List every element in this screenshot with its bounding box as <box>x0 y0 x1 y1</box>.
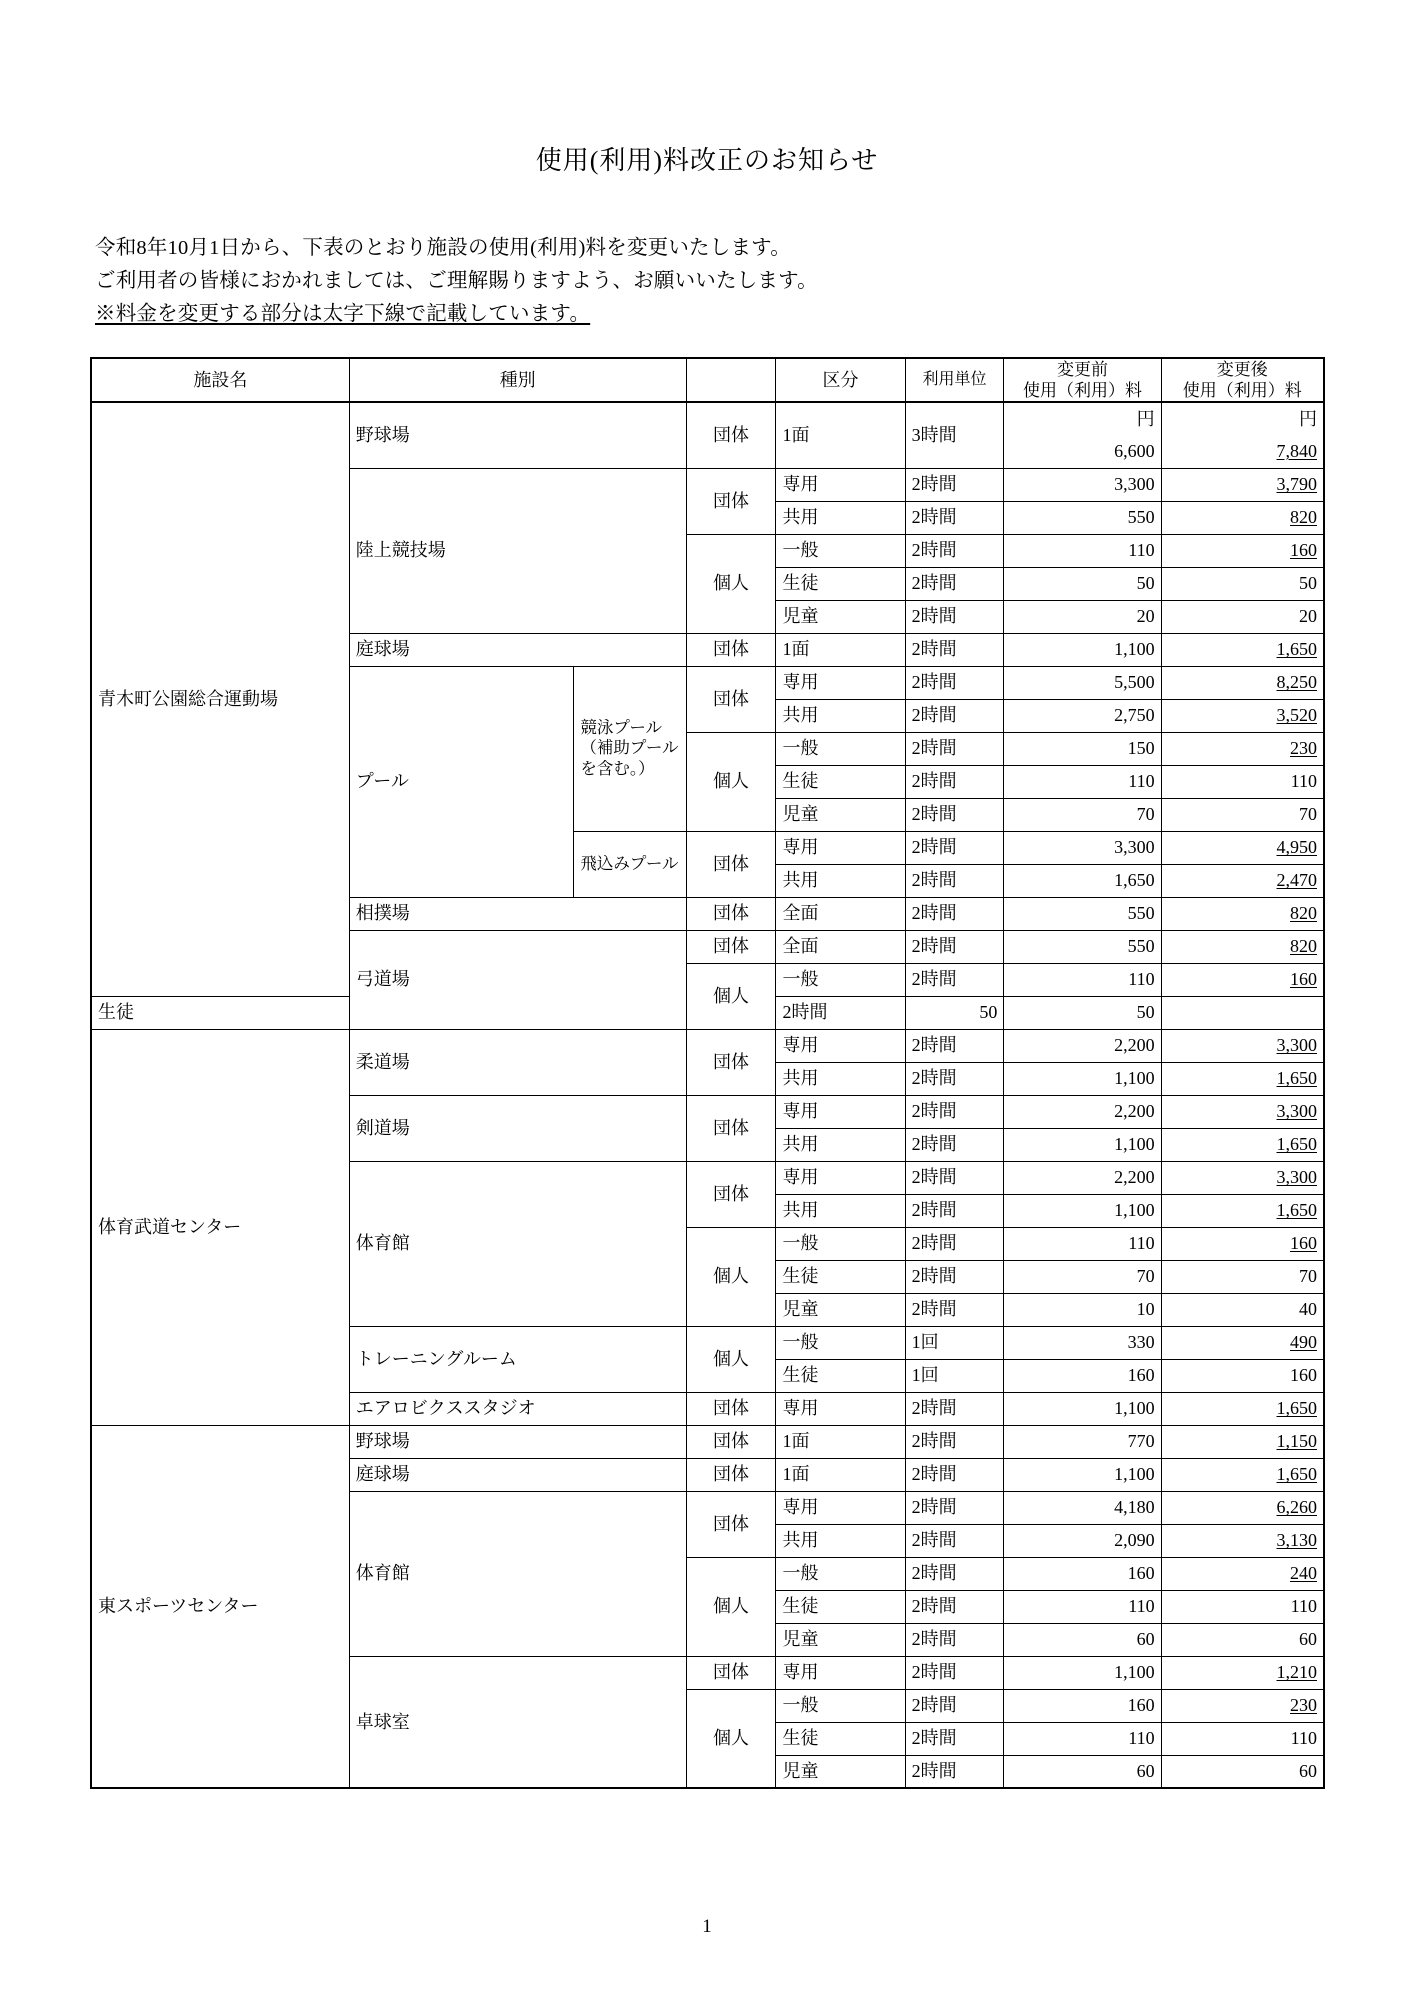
cell-price-after: 3,300 <box>1161 1095 1324 1128</box>
cell-price-before: 1,650 <box>1004 864 1161 897</box>
table-header <box>91 358 1324 403</box>
cell-unit: 2時間 <box>905 930 1004 963</box>
cell-price-after: 110 <box>1161 765 1324 798</box>
cell-price-before: 550 <box>1004 930 1161 963</box>
table-row <box>91 1425 1324 1458</box>
cell-facility: 東スポーツセンター <box>91 1425 349 1788</box>
cell-unit: 2時間 <box>905 501 1004 534</box>
cell-division: 専用 <box>776 1656 905 1689</box>
cell-division: 共用 <box>776 1062 905 1095</box>
cell-kind: 卓球室 <box>349 1656 686 1788</box>
cell-price-after: 70 <box>1161 798 1324 831</box>
cell-unit: 2時間 <box>905 1293 1004 1326</box>
cell-unit: 2時間 <box>905 534 1004 567</box>
cell-unit: 2時間 <box>905 765 1004 798</box>
cell-unit: 2時間 <box>905 864 1004 897</box>
cell-division: 1面 <box>776 402 905 468</box>
cell-user-group: 団体 <box>686 930 776 963</box>
cell-user-group: 団体 <box>686 1491 776 1557</box>
cell-price-before: 4,180 <box>1004 1491 1161 1524</box>
cell-price-after: 230 <box>1161 732 1324 765</box>
cell-price-after: 1,210 <box>1161 1656 1324 1689</box>
cell-facility: 体育武道センター <box>91 1029 349 1425</box>
table-row-yen-header <box>91 402 1324 435</box>
cell-kind: 野球場 <box>349 1425 686 1458</box>
cell-unit: 2時間 <box>905 1755 1004 1788</box>
cell-unit: 2時間 <box>905 1689 1004 1722</box>
cell-price-before: 110 <box>1004 1227 1161 1260</box>
cell-unit: 1回 <box>905 1359 1004 1392</box>
cell-kind: 庭球場 <box>349 1458 686 1491</box>
cell-price-before: 60 <box>1004 1755 1161 1788</box>
cell-unit: 2時間 <box>905 1557 1004 1590</box>
cell-unit: 2時間 <box>905 1260 1004 1293</box>
cell-price-before: 1,100 <box>1004 633 1161 666</box>
header-facility: 施設名 <box>91 358 349 403</box>
header-price-after-line1: 変更後 <box>1216 359 1268 379</box>
cell-unit: 2時間 <box>905 1491 1004 1524</box>
cell-division: 一般 <box>776 1557 905 1590</box>
cell-kind: 相撲場 <box>349 897 686 930</box>
cell-user-group: 団体 <box>686 1392 776 1425</box>
cell-unit: 1回 <box>905 1326 1004 1359</box>
cell-price-before: 10 <box>1004 1293 1161 1326</box>
cell-unit: 2時間 <box>905 1722 1004 1755</box>
cell-division: 一般 <box>776 1326 905 1359</box>
cell-division: 共用 <box>776 864 905 897</box>
cell-price-before: 110 <box>1004 1722 1161 1755</box>
cell-user-group: 団体 <box>686 402 776 468</box>
cell-price-before: 1,100 <box>1004 1062 1161 1095</box>
cell-division: 共用 <box>776 1194 905 1227</box>
cell-division: 専用 <box>776 831 905 864</box>
cell-price-after: 60 <box>1161 1623 1324 1656</box>
note-line: ※料金を変更する部分は太字下線で記載しています。 <box>95 303 591 326</box>
cell-kind: 弓道場 <box>349 930 686 1029</box>
cell-division: 専用 <box>776 1491 905 1524</box>
cell-unit: 2時間 <box>905 1524 1004 1557</box>
cell-user-group: 個人 <box>686 1689 776 1788</box>
cell-price-before: 160 <box>1004 1689 1161 1722</box>
cell-price-before: 110 <box>1004 1590 1161 1623</box>
cell-price-before: 3,300 <box>1004 468 1161 501</box>
cell-price-before: 70 <box>1004 1260 1161 1293</box>
cell-price-before: 50 <box>905 996 1004 1029</box>
cell-price-before: 3,300 <box>1004 831 1161 864</box>
cell-price-after: 8,250 <box>1161 666 1324 699</box>
cell-price-after: 1,650 <box>1161 1458 1324 1491</box>
cell-user-group: 個人 <box>686 963 776 1029</box>
cell-division: 共用 <box>776 1524 905 1557</box>
cell-price-after: 1,150 <box>1161 1425 1324 1458</box>
cell-price-after: 110 <box>1161 1590 1324 1623</box>
cell-price-before: 1,100 <box>1004 1128 1161 1161</box>
cell-price-before: 5,500 <box>1004 666 1161 699</box>
cell-unit: 2時間 <box>905 666 1004 699</box>
cell-price-before: 110 <box>1004 534 1161 567</box>
cell-user-group: 個人 <box>686 1227 776 1326</box>
cell-user-group: 団体 <box>686 1095 776 1161</box>
cell-unit: 2時間 <box>905 798 1004 831</box>
cell-division: 一般 <box>776 1689 905 1722</box>
cell-price-after: 160 <box>1161 1227 1324 1260</box>
cell-division: 専用 <box>776 1392 905 1425</box>
cell-division: 一般 <box>776 732 905 765</box>
cell-user-group: 個人 <box>686 1557 776 1656</box>
cell-price-before: 110 <box>1004 963 1161 996</box>
cell-price-after: 160 <box>1161 1359 1324 1392</box>
header-division: 区分 <box>776 358 905 403</box>
cell-unit: 2時間 <box>905 1194 1004 1227</box>
header-price-after <box>1161 358 1324 403</box>
cell-price-after: 50 <box>1004 996 1161 1029</box>
cell-price-after: 3,300 <box>1161 1029 1324 1062</box>
cell-user-group: 個人 <box>686 534 776 633</box>
cell-division: 一般 <box>776 963 905 996</box>
cell-kind: 剣道場 <box>349 1095 686 1161</box>
cell-price-before: 770 <box>1004 1425 1161 1458</box>
cell-division: 児童 <box>776 1623 905 1656</box>
cell-price-after: 1,650 <box>1161 1062 1324 1095</box>
cell-price-after: 110 <box>1161 1722 1324 1755</box>
cell-unit: 2時間 <box>905 1095 1004 1128</box>
cell-unit: 2時間 <box>905 600 1004 633</box>
cell-price-after: 3,130 <box>1161 1524 1324 1557</box>
header-group-spacer <box>686 358 776 403</box>
cell-division: 1面 <box>776 633 905 666</box>
cell-kind: 体育館 <box>349 1161 686 1326</box>
cell-price-after: 1,650 <box>1161 1392 1324 1425</box>
cell-price-after: 240 <box>1161 1557 1324 1590</box>
cell-price-after: 1,650 <box>1161 1128 1324 1161</box>
cell-kind: プール <box>349 666 574 897</box>
cell-division: 専用 <box>776 1095 905 1128</box>
cell-user-group: 団体 <box>686 1425 776 1458</box>
cell-unit: 2時間 <box>905 831 1004 864</box>
cell-price-before: 20 <box>1004 600 1161 633</box>
cell-unit: 2時間 <box>905 732 1004 765</box>
cell-price-before: 160 <box>1004 1359 1161 1392</box>
cell-unit: 2時間 <box>905 1590 1004 1623</box>
cell-unit: 2時間 <box>905 963 1004 996</box>
cell-kind: 体育館 <box>349 1491 686 1656</box>
cell-division: 生徒 <box>776 1590 905 1623</box>
cell-price-after: 820 <box>1161 930 1324 963</box>
cell-kind: 庭球場 <box>349 633 686 666</box>
cell-price-before: 330 <box>1004 1326 1161 1359</box>
cell-price-before: 2,750 <box>1004 699 1161 732</box>
cell-price-after: 820 <box>1161 501 1324 534</box>
cell-kind-sub: 飛込みプール <box>574 831 686 897</box>
cell-unit: 2時間 <box>905 1425 1004 1458</box>
cell-price-after: 3,790 <box>1161 468 1324 501</box>
cell-division: 共用 <box>776 699 905 732</box>
intro-line-1: 令和8年10月1日から、下表のとおり施設の使用(利用)料を変更いたします。 <box>95 237 791 259</box>
cell-unit: 2時間 <box>776 996 905 1029</box>
cell-unit: 2時間 <box>905 1392 1004 1425</box>
table-header-row <box>91 358 1324 403</box>
cell-price-before: 1,100 <box>1004 1194 1161 1227</box>
cell-price-after: 160 <box>1161 963 1324 996</box>
cell-price-before: 550 <box>1004 501 1161 534</box>
cell-price-after: 40 <box>1161 1293 1324 1326</box>
cell-price-after: 3,520 <box>1161 699 1324 732</box>
intro-paragraph <box>0 177 1414 332</box>
cell-division: 全面 <box>776 930 905 963</box>
cell-division: 1面 <box>776 1425 905 1458</box>
cell-price-after: 160 <box>1161 534 1324 567</box>
cell-price-after: 1,650 <box>1161 1194 1324 1227</box>
cell-division: 1面 <box>776 1458 905 1491</box>
cell-user-group: 団体 <box>686 1161 776 1227</box>
cell-yen-symbol-after: 円 <box>1161 402 1324 435</box>
cell-division: 生徒 <box>776 1722 905 1755</box>
cell-price-after: 1,650 <box>1161 633 1324 666</box>
cell-division: 専用 <box>776 1029 905 1062</box>
cell-yen-symbol-before: 円 <box>1004 402 1161 435</box>
cell-division: 一般 <box>776 534 905 567</box>
table-body <box>91 402 1324 1788</box>
cell-kind: 柔道場 <box>349 1029 686 1095</box>
cell-division: 生徒 <box>776 1359 905 1392</box>
header-price-before-line2: 使用（利用）料 <box>1022 380 1142 400</box>
cell-price-before: 6,600 <box>1004 435 1161 468</box>
cell-division: 専用 <box>776 1161 905 1194</box>
cell-unit: 2時間 <box>905 1623 1004 1656</box>
cell-price-after: 3,300 <box>1161 1161 1324 1194</box>
cell-division: 児童 <box>776 1755 905 1788</box>
cell-price-before: 60 <box>1004 1623 1161 1656</box>
cell-kind: 野球場 <box>349 402 686 468</box>
cell-user-group: 団体 <box>686 633 776 666</box>
cell-price-after: 7,840 <box>1161 435 1324 468</box>
intro-line-2: ご利用者の皆様におかれましては、ご理解賜りますよう、お願いいたします。 <box>95 270 818 293</box>
cell-kind-sub: 競泳プール（補助プールを含む。） <box>574 666 686 831</box>
cell-division: 児童 <box>776 1293 905 1326</box>
cell-unit: 2時間 <box>905 1227 1004 1260</box>
cell-unit: 2時間 <box>905 1458 1004 1491</box>
cell-user-group: 個人 <box>686 732 776 831</box>
cell-price-before: 2,200 <box>1004 1161 1161 1194</box>
header-price-before-line1: 変更前 <box>1056 359 1108 379</box>
cell-price-before: 2,090 <box>1004 1524 1161 1557</box>
cell-unit: 2時間 <box>905 1062 1004 1095</box>
cell-kind: エアロビクススタジオ <box>349 1392 686 1425</box>
cell-division: 共用 <box>776 501 905 534</box>
cell-price-after: 820 <box>1161 897 1324 930</box>
cell-price-after: 20 <box>1161 600 1324 633</box>
cell-price-after: 230 <box>1161 1689 1324 1722</box>
cell-price-before: 110 <box>1004 765 1161 798</box>
cell-price-before: 160 <box>1004 1557 1161 1590</box>
cell-unit: 2時間 <box>905 567 1004 600</box>
cell-division: 一般 <box>776 1227 905 1260</box>
cell-division: 専用 <box>776 666 905 699</box>
cell-unit: 2時間 <box>905 1029 1004 1062</box>
cell-unit: 2時間 <box>905 897 1004 930</box>
cell-unit: 3時間 <box>905 402 1004 468</box>
cell-price-before: 2,200 <box>1004 1095 1161 1128</box>
cell-division: 児童 <box>776 600 905 633</box>
cell-price-after: 60 <box>1161 1755 1324 1788</box>
cell-division: 共用 <box>776 1128 905 1161</box>
header-price-after-line2: 使用（利用）料 <box>1182 380 1302 400</box>
cell-unit: 2時間 <box>905 699 1004 732</box>
page-number: 1 <box>702 1916 712 1937</box>
cell-price-before: 1,100 <box>1004 1392 1161 1425</box>
cell-division: 生徒 <box>776 567 905 600</box>
cell-price-after: 70 <box>1161 1260 1324 1293</box>
cell-price-after: 490 <box>1161 1326 1324 1359</box>
header-unit: 利用単位 <box>905 358 1004 403</box>
cell-division: 児童 <box>776 798 905 831</box>
cell-price-before: 150 <box>1004 732 1161 765</box>
cell-division: 生徒 <box>91 996 349 1029</box>
cell-unit: 2時間 <box>905 1656 1004 1689</box>
cell-user-group: 団体 <box>686 897 776 930</box>
cell-price-before: 70 <box>1004 798 1161 831</box>
cell-price-before: 1,100 <box>1004 1458 1161 1491</box>
fee-revision-table <box>90 357 1325 1790</box>
cell-division: 専用 <box>776 468 905 501</box>
cell-user-group: 団体 <box>686 831 776 897</box>
cell-price-after: 4,950 <box>1161 831 1324 864</box>
cell-price-before: 550 <box>1004 897 1161 930</box>
cell-user-group: 団体 <box>686 1458 776 1491</box>
cell-price-after: 2,470 <box>1161 864 1324 897</box>
cell-user-group: 団体 <box>686 666 776 732</box>
cell-division: 生徒 <box>776 1260 905 1293</box>
cell-unit: 2時間 <box>905 1128 1004 1161</box>
cell-price-after: 6,260 <box>1161 1491 1324 1524</box>
cell-unit: 2時間 <box>905 633 1004 666</box>
cell-price-before: 50 <box>1004 567 1161 600</box>
cell-user-group: 個人 <box>686 1326 776 1392</box>
cell-unit: 2時間 <box>905 1161 1004 1194</box>
page-title: 使用(利用)料改正のお知らせ <box>535 146 879 175</box>
header-price-before <box>1004 358 1161 403</box>
cell-price-before: 2,200 <box>1004 1029 1161 1062</box>
cell-division: 全面 <box>776 897 905 930</box>
cell-user-group: 団体 <box>686 1029 776 1095</box>
header-kind: 種別 <box>349 358 686 403</box>
cell-kind: 陸上競技場 <box>349 468 686 633</box>
cell-price-before: 1,100 <box>1004 1656 1161 1689</box>
cell-division: 生徒 <box>776 765 905 798</box>
cell-price-after: 50 <box>1161 567 1324 600</box>
cell-unit: 2時間 <box>905 468 1004 501</box>
table-row <box>91 1029 1324 1062</box>
cell-kind: トレーニングルーム <box>349 1326 686 1392</box>
cell-user-group: 団体 <box>686 1656 776 1689</box>
cell-user-group: 団体 <box>686 468 776 534</box>
cell-facility: 青木町公園総合運動場 <box>91 402 349 996</box>
